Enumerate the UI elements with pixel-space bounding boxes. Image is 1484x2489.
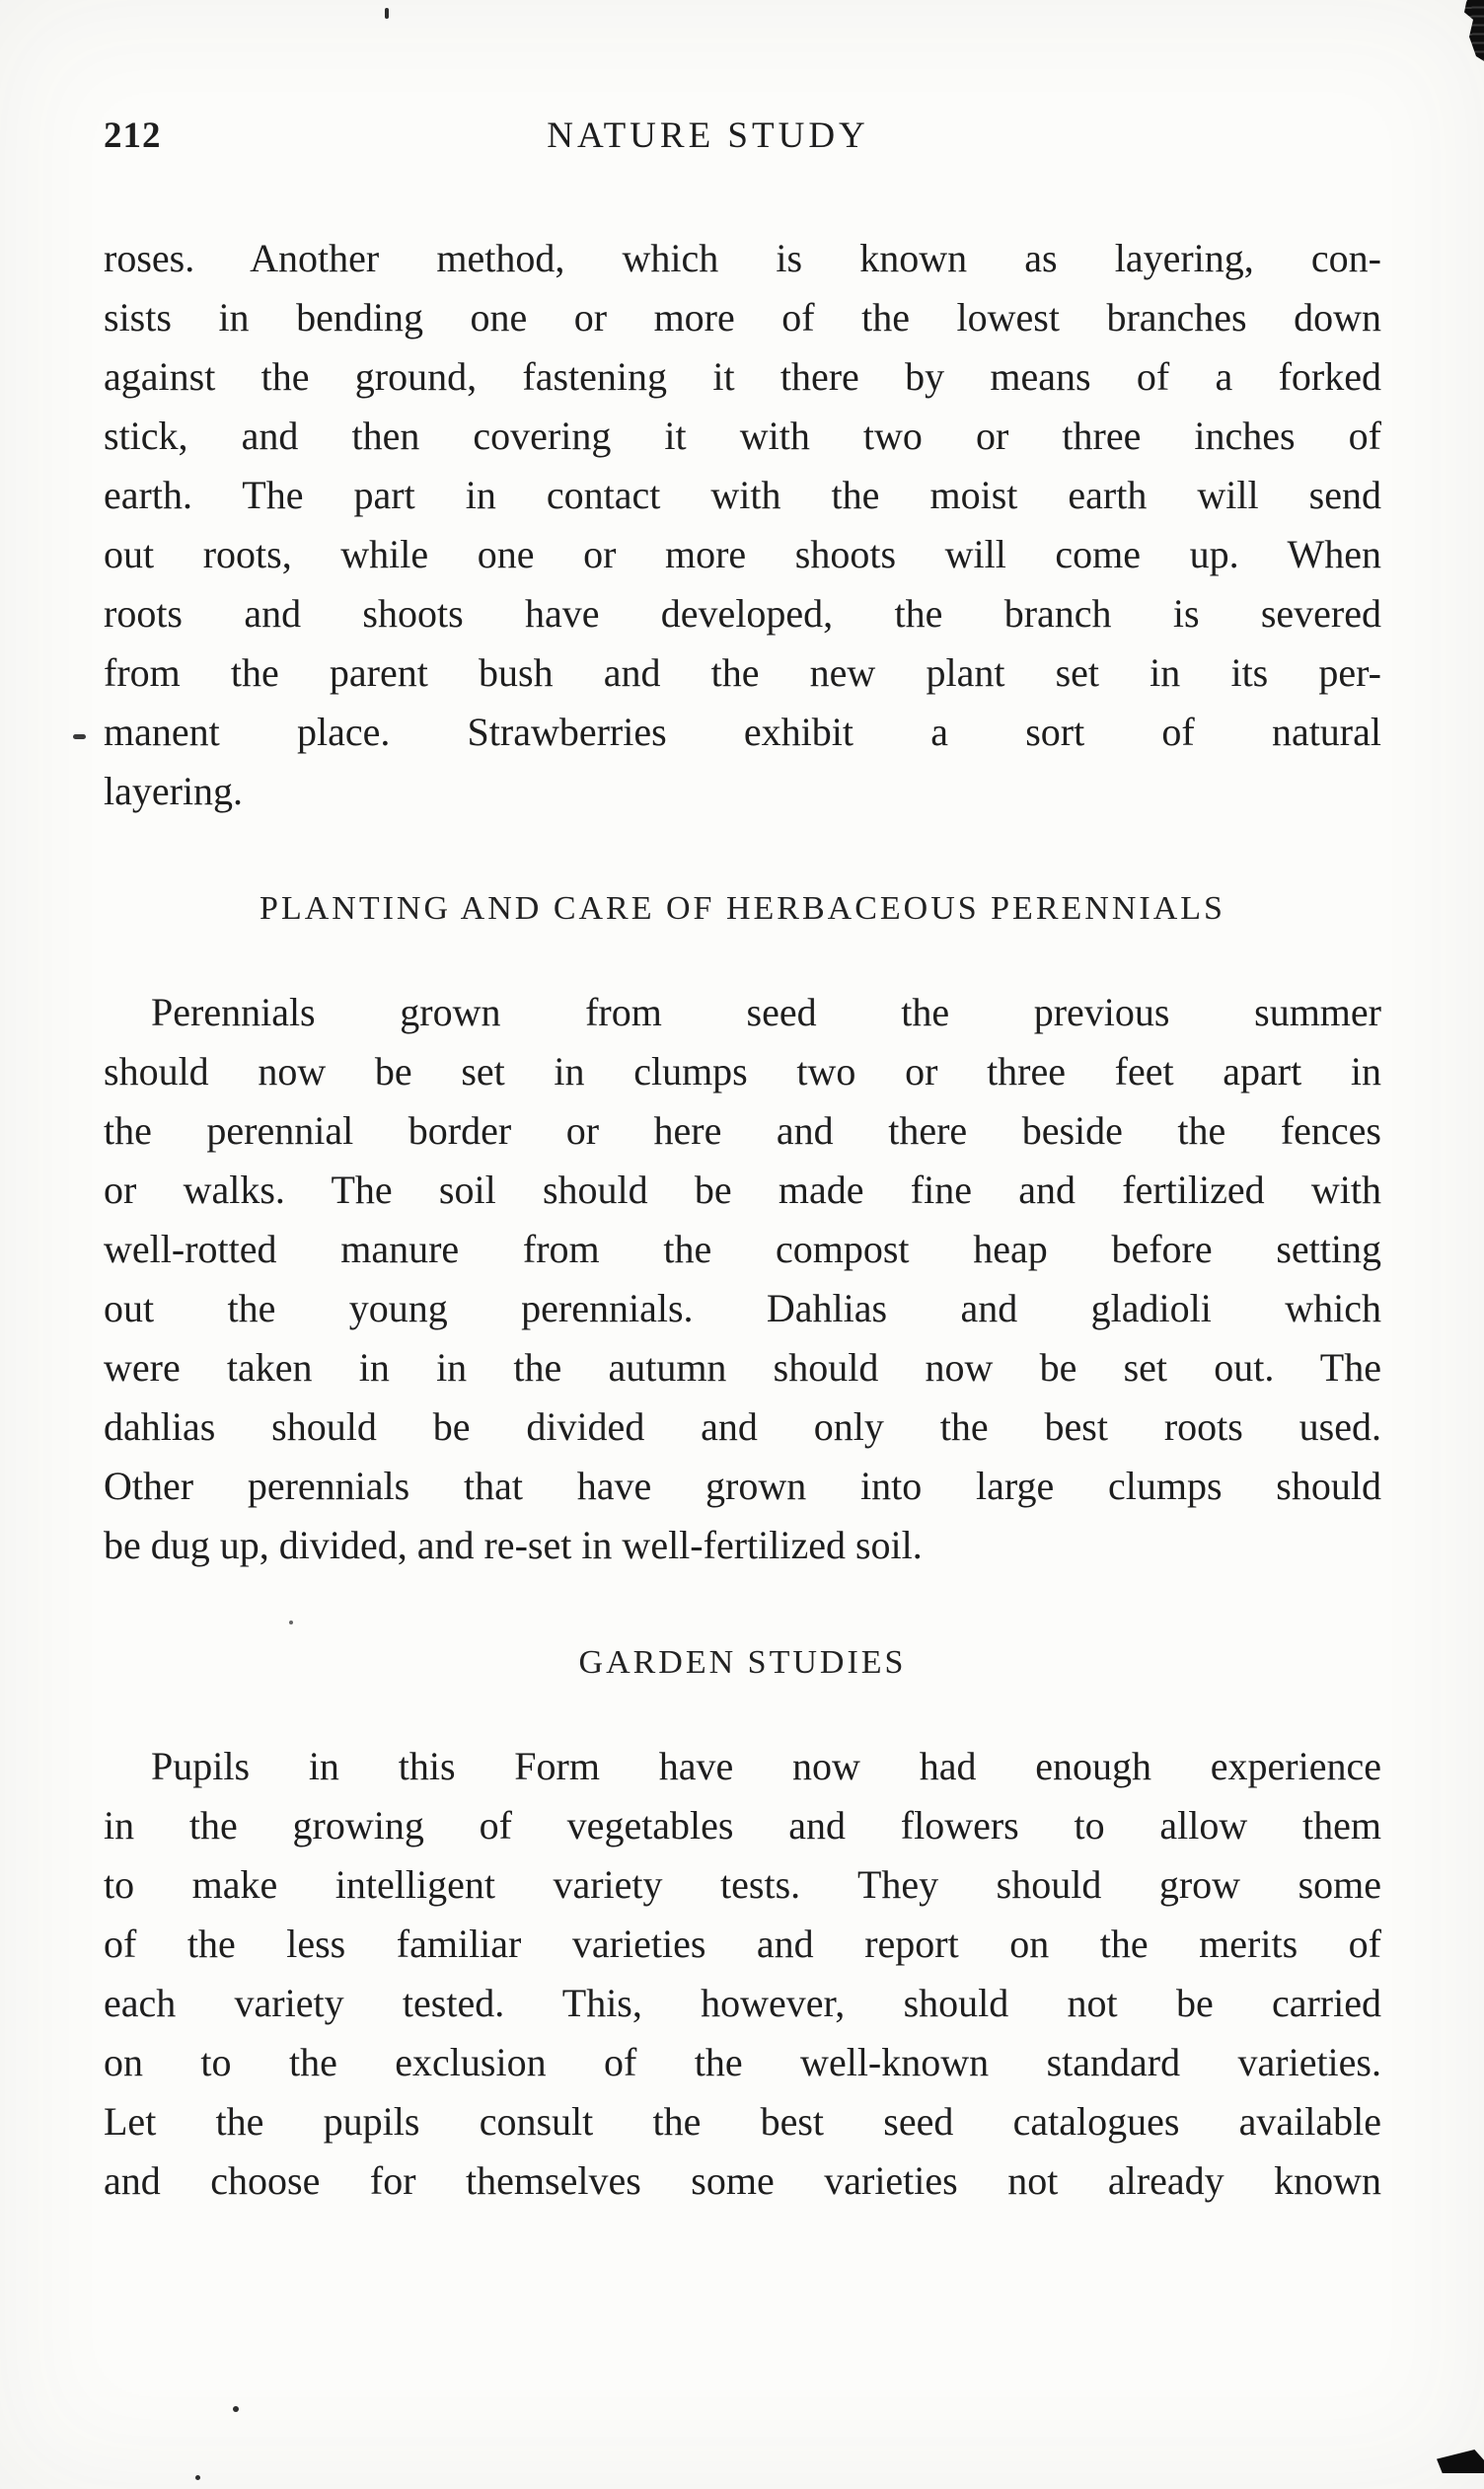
text-line: Perennials grown from seed the previous summer [151, 990, 1381, 1034]
text-line: sists in bending one or more of the lowest branches down [104, 295, 1381, 339]
text-line: to make intelligent variety tests. They should grow some [104, 1862, 1381, 1907]
text-line: in the growing of vegetables and flowers to allow them [104, 1803, 1381, 1848]
text-line: Pupils in this Form have now had enough experience [151, 1744, 1381, 1788]
paragraph [104, 229, 1381, 821]
paragraph [104, 1737, 1381, 2211]
text-line: were taken in in the autumn should now be set out. The [104, 1345, 1381, 1390]
text-line: against the ground, fastening it there by means of a forked [104, 354, 1381, 399]
scan-speck [233, 2406, 239, 2412]
text-line: well-rotted manure from the compost heap before setting [104, 1227, 1381, 1271]
scan-speck [195, 2475, 200, 2480]
text-line: on to the exclusion of the well-known standard varieties. [104, 2040, 1381, 2084]
running-title: NATURE STUDY [547, 115, 869, 156]
text-line: or walks. The soil should be made fine and fertilized with [104, 1168, 1381, 1212]
page-content [104, 229, 1381, 2211]
scan-speck [385, 8, 389, 19]
text-line: and choose for themselves some varieties not already known [104, 2158, 1381, 2203]
text-line: roots and shoots have developed, the branch is severed [104, 591, 1381, 636]
section-heading: GARDEN STUDIES [578, 1644, 907, 1681]
text-line: from the parent bush and the new plant set in its per- [104, 650, 1381, 695]
text-line: out the young perennials. Dahlias and gladioli which [104, 1286, 1381, 1330]
text-line: the perennial border or here and there beside the fences [104, 1108, 1381, 1153]
text-line: earth. The part in contact with the moist earth will send [104, 473, 1381, 517]
text-line: manent place. Strawberries exhibit a sort of natural [104, 710, 1381, 754]
text-line: be dug up, divided, and re-set in well-fertilized soil. [104, 1523, 923, 1567]
text-line: each variety tested. This, however, should not be carried [104, 1981, 1381, 2025]
scan-speck [73, 734, 86, 739]
scan-artifact-bottom-right [1437, 2450, 1484, 2473]
paragraph [104, 983, 1381, 1575]
scan-artifact-top-right [1464, 0, 1484, 61]
page-number: 212 [104, 115, 162, 156]
section-heading: PLANTING AND CARE OF HERBACEOUS PERENNIALS [260, 890, 1225, 927]
text-line: stick, and then covering it with two or three inches of [104, 414, 1381, 458]
text-line: roses. Another method, which is known as layering, con- [104, 236, 1381, 280]
text-line: out roots, while one or more shoots will come up. When [104, 532, 1381, 576]
text-line: dahlias should be divided and only the best roots used. [104, 1404, 1381, 1449]
text-line: Let the pupils consult the best seed catalogues available [104, 2099, 1381, 2144]
text-line: of the less familiar varieties and report on the merits of [104, 1922, 1381, 1966]
text-line: Other perennials that have grown into large clumps should [104, 1464, 1381, 1508]
text-line: layering. [104, 769, 244, 813]
text-line: should now be set in clumps two or three feet apart in [104, 1049, 1381, 1094]
running-header [104, 114, 1381, 164]
